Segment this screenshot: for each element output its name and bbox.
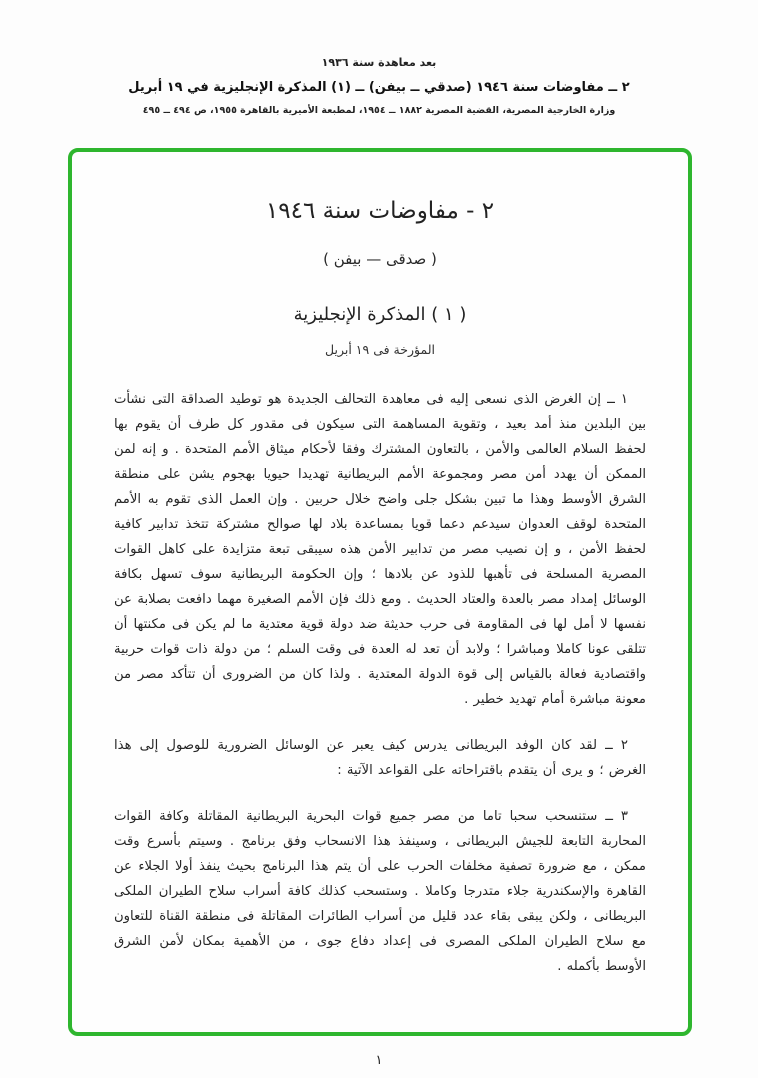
section-date: المؤرخة فى ١٩ أبريل: [325, 342, 435, 357]
paragraph-1: ١ ــ إن الغرض الذى نسعى إليه فى معاهدة التحالف الجديدة هو توطيد الصداقة التى نشأت بين البلدين منذ أمد بعيد ، وتقوية المساهمة التى سيكون فى مقدور كل طرف أن يقوم بها لحفظ السلام العالمى والأمن ، بالتعاون المشترك وفقا لأحكام ميثاق الأمم المتحدة . و إنه لمن الممكن أن يهدد أمن مصر ومجموعة الأمم البريطانية تهديدا حيويا بهجوم يشن على منطقة الشرق الأوسط وهذا ما تبين بشكل جلى واضح خلال حربين . وإن العمل الذى تقوم به الأمم المتحدة لوقف العدوان سيدعم دعما قويا بمساعدة بلاد لها صوالح مشتركة تتخذ تدابير كافية لحفظ الأمن ، و إن نصيب مصر من تدابير الأمن هذه سيبقى تبعة متزايدة على كاهل القوات المصرية المسلحة فى تأهبها للذود عن بلادها ؛ وإن الحكومة البريطانية سوف تسهل بكافة الوسائل إمداد مصر بالعدة والعتاد الحديث . ومع ذلك فإن الأمم الصغيرة مهما دافعت بصلابة عن نفسها لا أمل لها فى المقاومة فى حرب حديثة ضد دولة قوية معتدية ما لم يكن فى مكنتها أن تتلقى عونا كاملا ومباشرا ؛ ولابد أن تعد له العدة فى وقت السلم ؛ من دولة ذات قوات حربية واقتصادية فعالة بالقياس إلى قوة الدولة المعتدية . ولذا كان من الضرورى أن تتأكد مصر من معونة مباشرة أمام تهديد خطير .: [114, 392, 646, 707]
header-title: ٢ ــ مفاوضات سنة ١٩٤٦ (صدقي ــ بيفن) ــ (١) المذكرة الإنجليزية في ١٩ أبريل: [128, 80, 630, 95]
paragraph-3: ٣ ــ ستنسحب سحبا تاما من مصر جميع قوات البحرية البريطانية المقاتلة وكافة القوات المحاربة التابعة للجيش البريطانى ، وسينفذ هذا الانسحاب وفق برنامج . وسيتم بأسرع وقت ممكن ، مع ضرورة تصفية مخلفات الحرب على أن يتم هذا البرنامج بحيث ينفذ أولا الجلاء عن القاهرة والإسكندرية جلاء متدرجا وكاملا . وستسحب كذلك كافة أسراب سلاح الطيران الملكى البريطانى ، ولكن يبقى بقاء عدد قليل من أسراب الطائرات المقاتلة فى منطقة القناة للتعاون مع سلاح الطيران الملكى المصرى فى إعداد دفاع جوى ، من الأهمية بمكان لأمن الشرق الأوسط بأكمله .: [114, 809, 646, 974]
paragraph-2: ٢ ــ لقد كان الوفد البريطانى يدرس كيف يعبر عن الوسائل الضرورية للوصول إلى هذا الغرض ؛ و يرى أن يتقدم باقتراحاته على القواعد الآتية :: [114, 738, 646, 778]
header-source-citation: وزارة الخارجية المصرية، القضية المصرية ١٨٨٢ ــ ١٩٥٤، لمطبعة الأميرية بالقاهرة ١٩٥٥، ص ٤٩٤ ــ ٤٩٥: [142, 105, 616, 116]
highlighted-document-box: [68, 148, 692, 1036]
document-body: [114, 387, 646, 979]
page-number: ١: [375, 1053, 383, 1068]
header-note: بعد معاهدة سنة ١٩٣٦: [321, 56, 437, 69]
page-footer: [0, 1053, 758, 1068]
page-header: [0, 0, 758, 116]
document-title: ٢ - مفاوضات سنة ١٩٤٦: [265, 198, 495, 224]
section-title: ( ١ ) المذكرة الإنجليزية: [293, 304, 467, 325]
document-subtitle: ( صدقى — بيفن ): [323, 250, 437, 268]
